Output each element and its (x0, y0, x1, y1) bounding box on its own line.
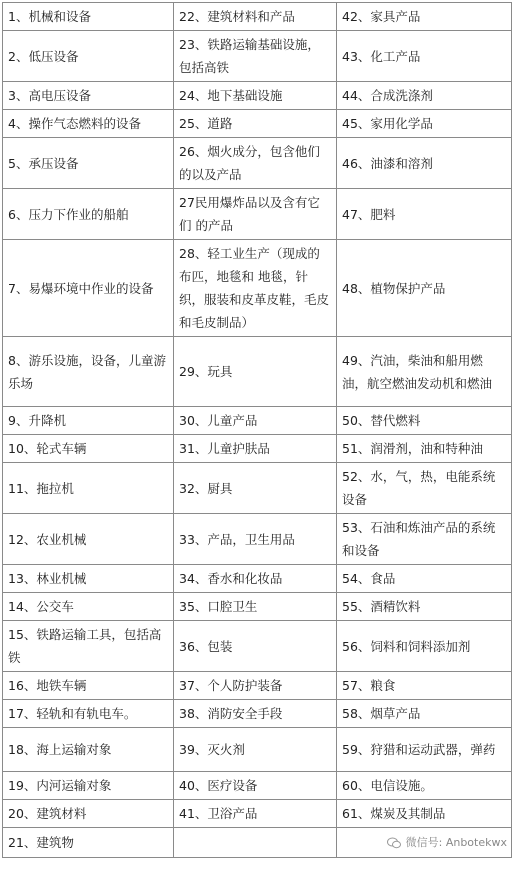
table-cell: 50、替代燃料 (337, 407, 512, 435)
table-cell: 45、家用化学品 (337, 110, 512, 138)
table-cell: 44、合成洗涤剂 (337, 82, 512, 110)
table-cell: 42、家具产品 (337, 3, 512, 31)
table-cell: 11、拖拉机 (3, 463, 174, 514)
table-row (3, 110, 512, 138)
table-row (3, 565, 512, 593)
table-cell (174, 828, 337, 858)
table-cell: 21、建筑物 (3, 828, 174, 858)
table-cell: 5、承压设备 (3, 138, 174, 189)
table-cell: 15、铁路运输工具，包括高铁 (3, 621, 174, 672)
table-cell: 4、操作气态燃料的设备 (3, 110, 174, 138)
table-cell: 6、压力下作业的船舶 (3, 189, 174, 240)
table-cell: 49、汽油，柴油和船用燃油，航空燃油发动机和燃油 (337, 337, 512, 407)
table-row (3, 828, 512, 858)
table-cell: 48、植物保护产品 (337, 240, 512, 337)
table-cell: 22、建筑材料和产品 (174, 3, 337, 31)
table-cell: 34、香水和化妆品 (174, 565, 337, 593)
table-cell (337, 828, 512, 858)
table-cell: 10、轮式车辆 (3, 435, 174, 463)
table-row (3, 800, 512, 828)
wechat-icon (387, 837, 401, 849)
table-row (3, 728, 512, 772)
table-cell: 29、玩具 (174, 337, 337, 407)
table-cell: 28、轻工业生产（现成的布匹，地毯和 地毯，针织，服装和皮革皮鞋，毛皮和毛皮制品） (174, 240, 337, 337)
table-cell: 32、厨具 (174, 463, 337, 514)
table-row (3, 700, 512, 728)
table-cell: 51、润滑剂，油和特种油 (337, 435, 512, 463)
table-cell: 35、口腔卫生 (174, 593, 337, 621)
table-cell: 55、酒精饮料 (337, 593, 512, 621)
watermark (342, 831, 507, 854)
watermark-text: 微信号: Anbotekwx (405, 836, 507, 849)
table-cell: 53、石油和炼油产品的系统和设备 (337, 514, 512, 565)
table-cell: 46、油漆和溶剂 (337, 138, 512, 189)
table-row (3, 672, 512, 700)
table-row (3, 138, 512, 189)
table-row (3, 435, 512, 463)
table-cell: 13、林业机械 (3, 565, 174, 593)
table-cell: 9、升降机 (3, 407, 174, 435)
table-cell: 17、轻轨和有轨电车。 (3, 700, 174, 728)
table-row (3, 621, 512, 672)
table-cell: 59、狩猎和运动武器，弹药 (337, 728, 512, 772)
table-row (3, 514, 512, 565)
table-cell: 61、煤炭及其制品 (337, 800, 512, 828)
table-cell: 23、铁路运输基础设施，包括高铁 (174, 31, 337, 82)
table-cell: 60、电信设施。 (337, 772, 512, 800)
table-row (3, 407, 512, 435)
table-cell: 40、医疗设备 (174, 772, 337, 800)
table-cell: 26、烟火成分，包含他们的以及产品 (174, 138, 337, 189)
table-body (3, 3, 512, 858)
table-cell: 27民用爆炸品以及含有它们 的产品 (174, 189, 337, 240)
table-cell: 7、易爆环境中作业的设备 (3, 240, 174, 337)
table-cell: 20、建筑材料 (3, 800, 174, 828)
table-cell: 43、化工产品 (337, 31, 512, 82)
table-cell: 12、农业机械 (3, 514, 174, 565)
table-cell: 56、饲料和饲料添加剂 (337, 621, 512, 672)
table-cell: 57、粮食 (337, 672, 512, 700)
table-row (3, 189, 512, 240)
table-cell: 36、包装 (174, 621, 337, 672)
table-cell: 19、内河运输对象 (3, 772, 174, 800)
table-cell: 3、高电压设备 (3, 82, 174, 110)
table-cell: 58、烟草产品 (337, 700, 512, 728)
table-cell: 31、儿童护肤品 (174, 435, 337, 463)
table-cell: 16、地铁车辆 (3, 672, 174, 700)
table-cell: 30、儿童产品 (174, 407, 337, 435)
table-row (3, 82, 512, 110)
table-cell: 37、个人防护装备 (174, 672, 337, 700)
table-cell: 14、公交车 (3, 593, 174, 621)
table-cell: 52、水，气，热，电能系统设备 (337, 463, 512, 514)
table-cell: 33、产品，卫生用品 (174, 514, 337, 565)
table-cell: 2、低压设备 (3, 31, 174, 82)
table-cell: 47、肥料 (337, 189, 512, 240)
table-cell: 1、机械和设备 (3, 3, 174, 31)
table-row (3, 31, 512, 82)
table-row (3, 337, 512, 407)
table-cell: 25、道路 (174, 110, 337, 138)
table-cell: 8、游乐设施，设备，儿童游乐场 (3, 337, 174, 407)
table-cell: 18、海上运输对象 (3, 728, 174, 772)
table-cell: 24、地下基础设施 (174, 82, 337, 110)
table-row (3, 240, 512, 337)
table-cell: 38、消防安全手段 (174, 700, 337, 728)
table-row (3, 463, 512, 514)
table-cell: 54、食品 (337, 565, 512, 593)
table-cell: 39、灭火剂 (174, 728, 337, 772)
category-table (2, 2, 512, 858)
table-row (3, 3, 512, 31)
table-row (3, 772, 512, 800)
table-cell: 41、卫浴产品 (174, 800, 337, 828)
table-row (3, 593, 512, 621)
